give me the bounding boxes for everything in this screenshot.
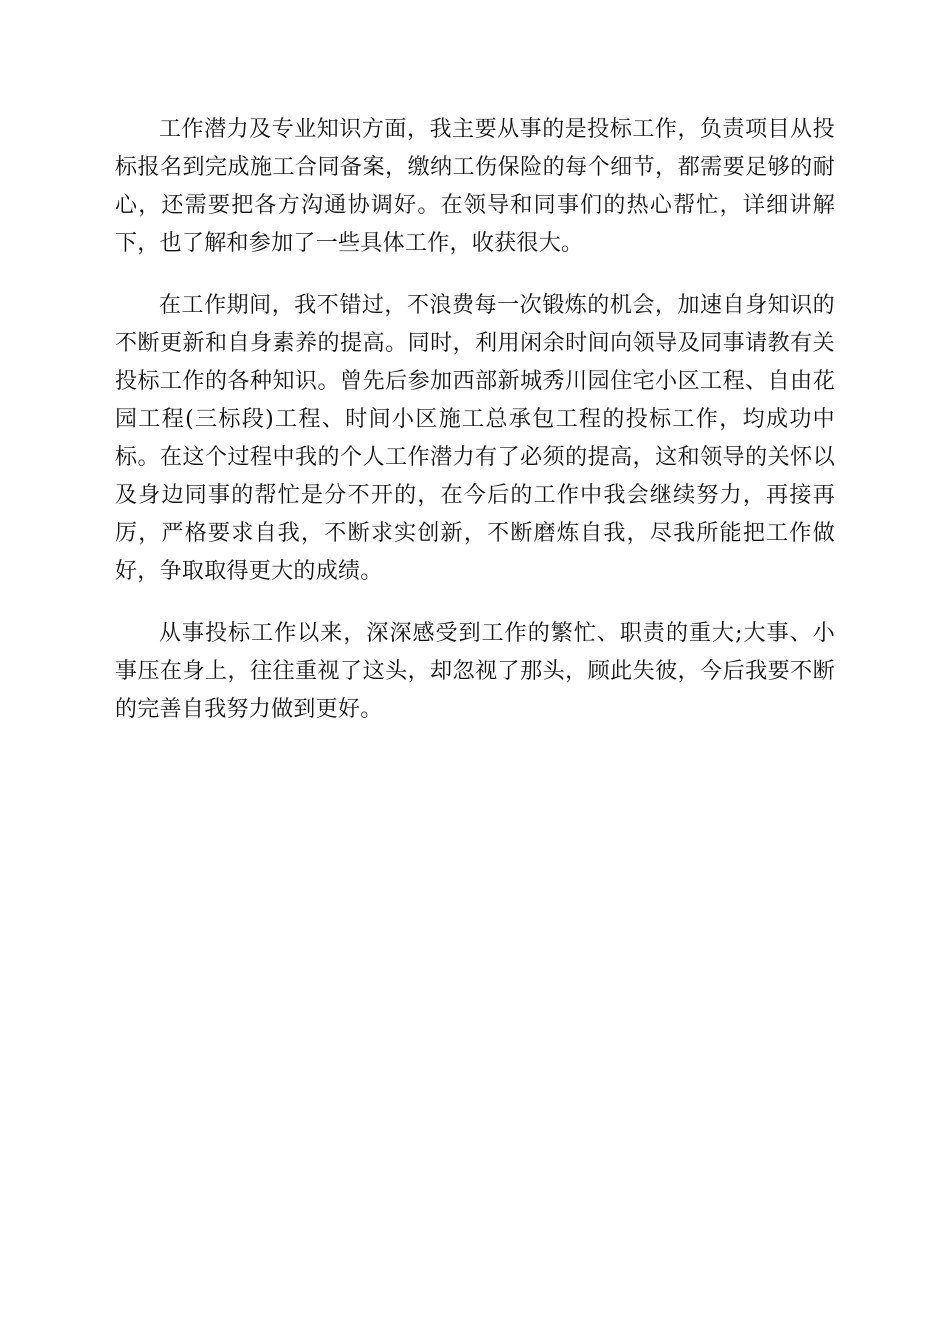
- paragraph-reflection: 从事投标工作以来，深深感受到工作的繁忙、职责的重大;大事、小事压在身上，往往重视了这头，却忽视了那头，顾此失彼，今后我要不断的完善自我努力做到更好。: [115, 621, 835, 722]
- paragraph-work-period: 在工作期间，我不错过，不浪费每一次锻炼的机会，加速自身知识的不断更新和自身素养的提高。同时，利用闲余时间向领导及同事请教有关投标工作的各种知识。曾先后参加西部新城秀川园住宅小区工程、自由花园工程(三标段)工程、时间小区施工总承包工程的投标工作，均成功中标。在这个过程中我的个人工作潜力有了必须的提高，这和领导的关怀以及身边同事的帮忙是分不开的，在今后的工作中我会继续努力，再接再厉，严格要求自我，不断求实创新，不断磨炼自我，尽我所能把工作做好，争取取得更大的成绩。: [115, 293, 835, 584]
- paragraph-work-ability: 工作潜力及专业知识方面，我主要从事的是投标工作，负责项目从投标报名到完成施工合同备案，缴纳工伤保险的每个细节，都需要足够的耐心，还需要把各方沟通协调好。在领导和同事们的热心帮忙，详细讲解下，也了解和参加了一些具体工作，收获很大。: [115, 117, 835, 256]
- document-body: [115, 111, 835, 753]
